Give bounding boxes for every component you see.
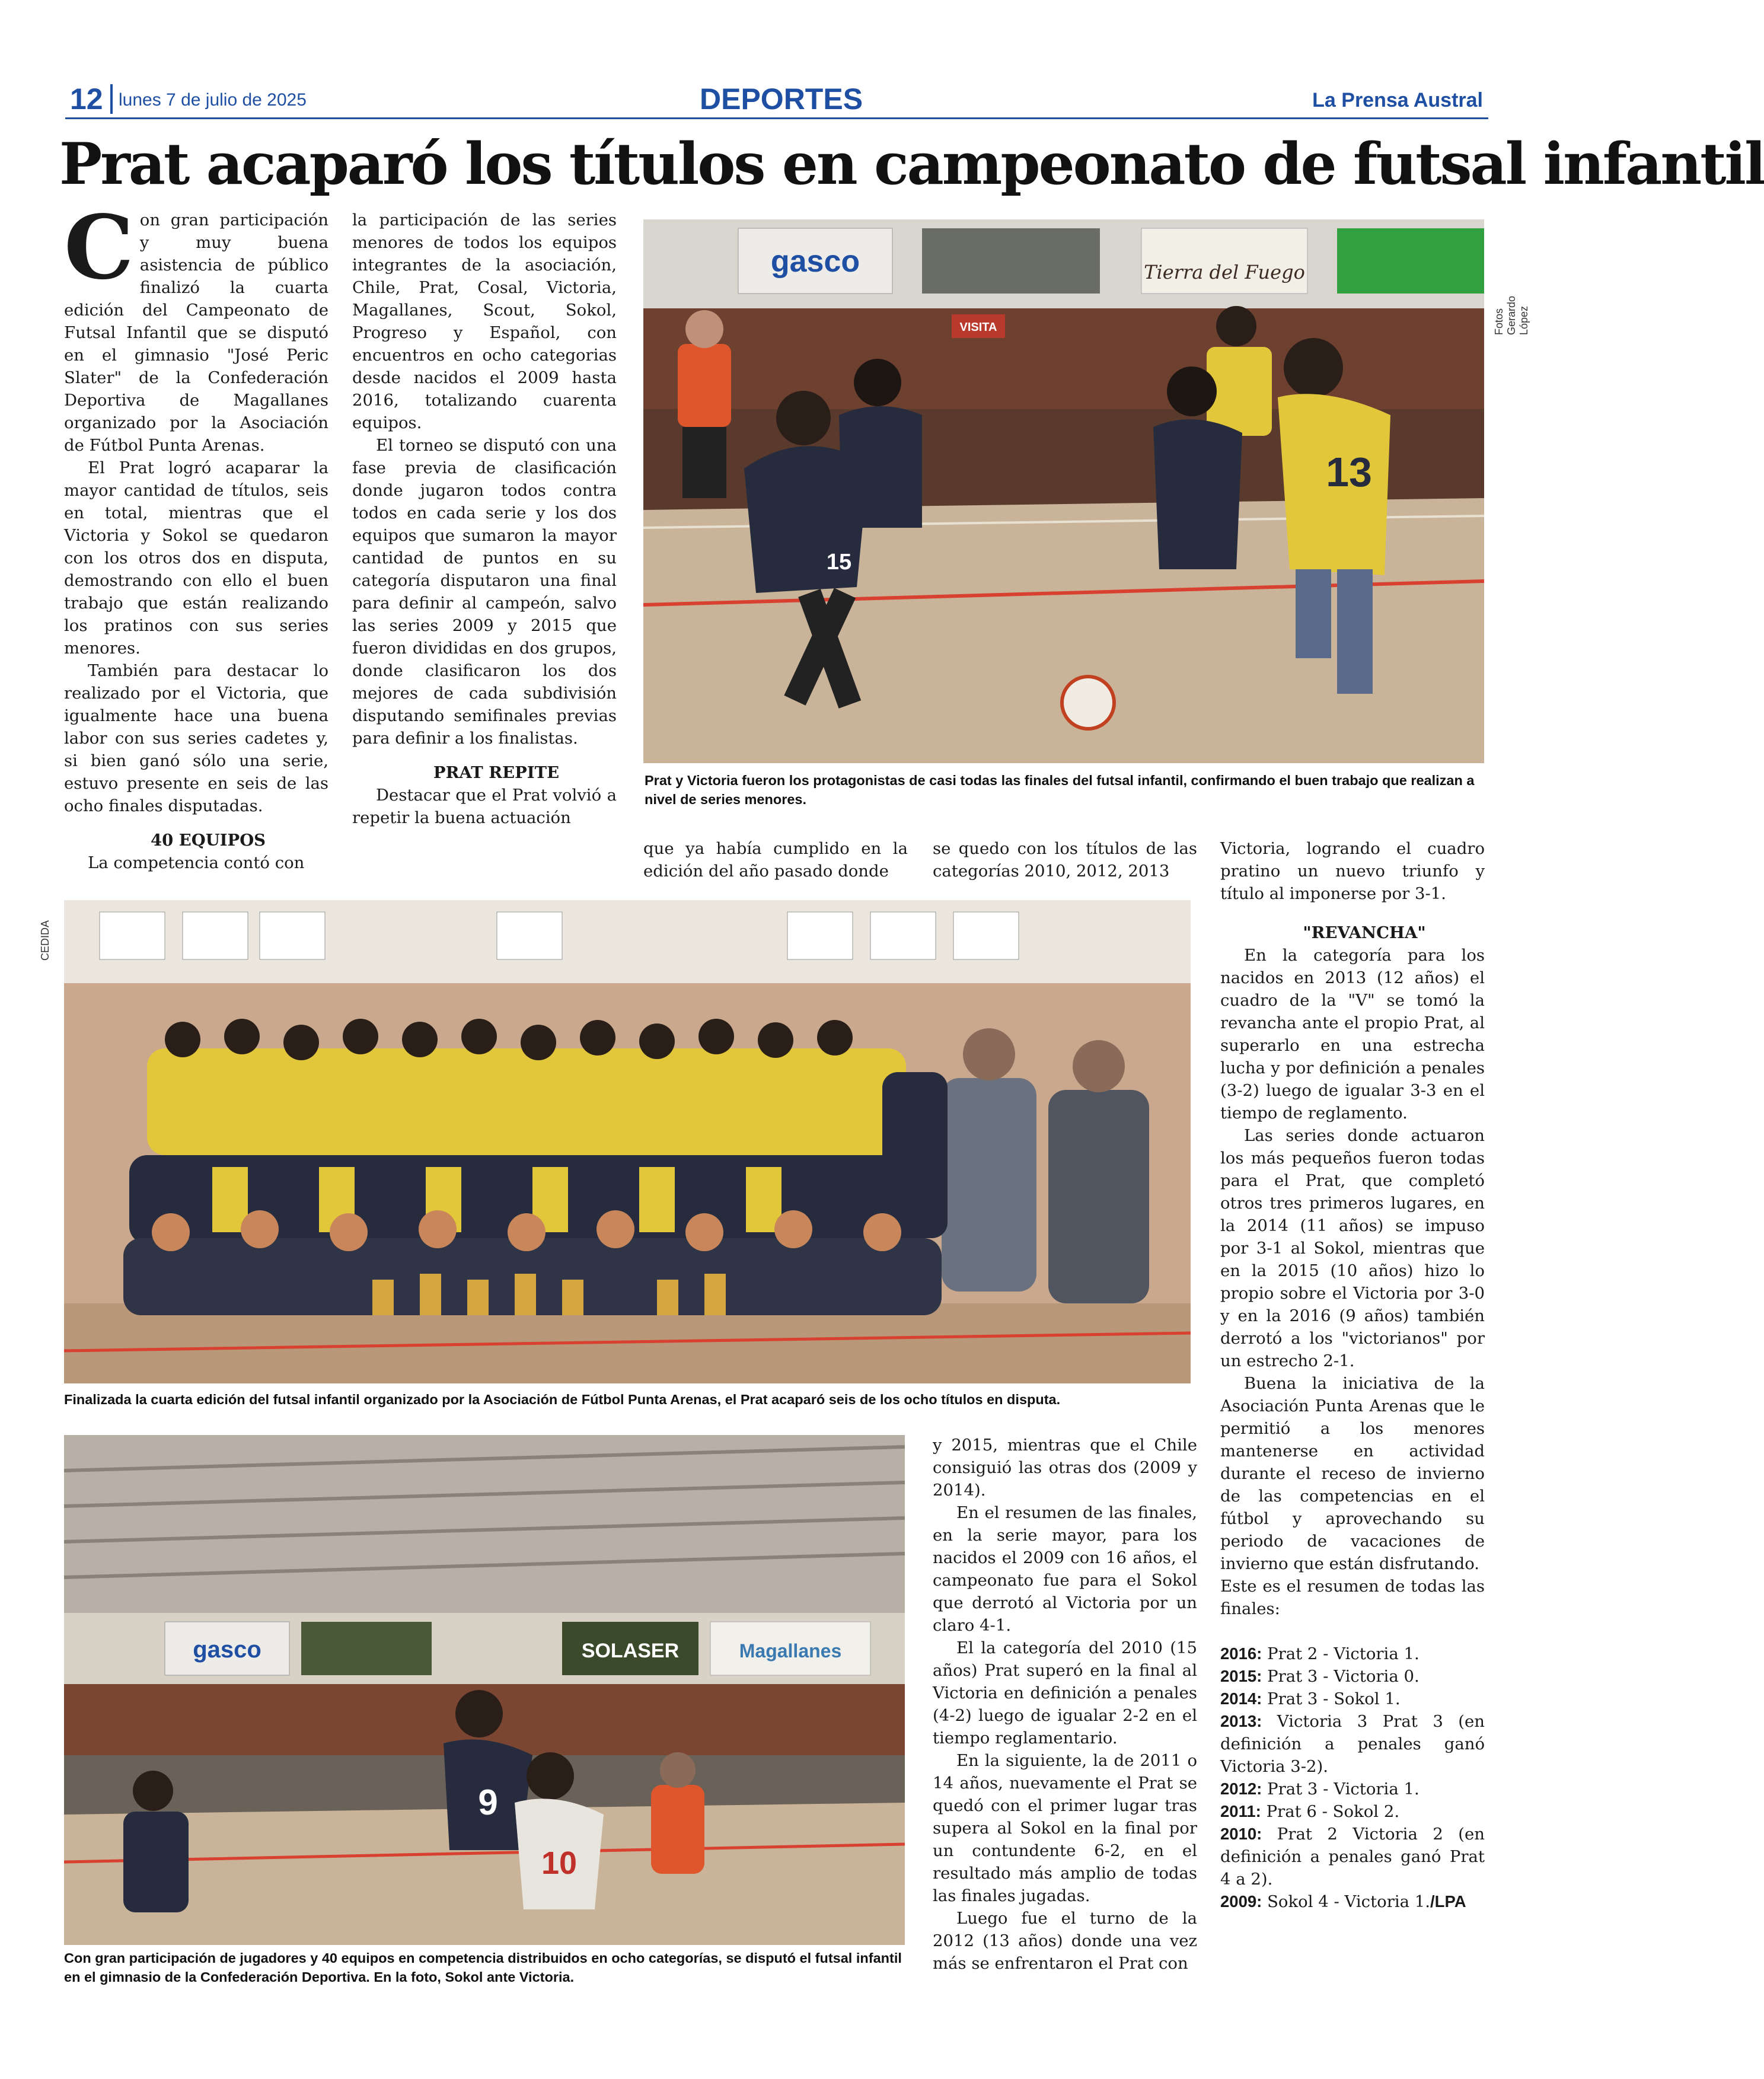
photo-caption: Con gran participación de jugadores y 40 equipos en competencia distribuidos en ocho categorías, se disputó el futsal infantil en el gimnasio de la Confederación Deportiva. En la foto, Sokol ante Victoria. (64, 1950, 902, 1985)
result-line (1220, 1643, 1485, 1665)
result-line (1220, 1688, 1485, 1710)
paragraph: La competencia contó con (88, 853, 305, 872)
paragraph: El Prat logró acaparar la mayor cantidad de títulos, seis en total, mientras que el Victoria y Sokol se quedaron con los otros dos en disputa, demostrando con ello el buen trabajo que están realizando los pratinos con sus series menores. (64, 458, 328, 658)
header-divider (110, 84, 113, 114)
result-score: Prat 3 - Victoria 1. (1262, 1780, 1420, 1799)
sponsor-sign: Tierra del Fuego (1144, 261, 1305, 283)
jersey-number: 13 (1326, 449, 1372, 495)
result-line (1220, 1800, 1485, 1823)
jersey-number: 9 (478, 1783, 498, 1822)
result-line (1220, 1710, 1485, 1778)
result-line (1220, 1823, 1485, 1890)
side-credit (39, 885, 52, 961)
photo-credit: Fotos Gerardo López (1493, 295, 1530, 335)
sponsor-sign: gasco (770, 244, 860, 279)
jersey-number: 15 (826, 550, 852, 575)
article-column-4 (933, 837, 1197, 882)
header-rule (65, 117, 1488, 119)
paragraph: Destacar que el Prat volvió a repetir la buena actuación (352, 786, 617, 827)
spacer (1220, 1620, 1485, 1643)
subheading: PRAT REPITE (433, 763, 560, 782)
result-year: 2011: (1220, 1802, 1261, 1820)
paragraph: También para destacar lo realizado por el Victoria, que igualmente hace una buena labor con sus series cadetes y, si bien ganó sólo una serie, estuvo presente en seis de las ocho finales disputadas. (64, 661, 328, 815)
result-year: 2016: (1220, 1644, 1262, 1663)
result-score: Prat 2 - Victoria 1. (1262, 1644, 1420, 1663)
paragraph: Luego fue el turno de la 2012 (13 años) donde una vez más se enfrentaron el Prat con (933, 1909, 1197, 1973)
page-number: 12 (70, 82, 103, 116)
headline: Prat acaparó los títulos en campeonato de futsal infantil (59, 130, 1764, 197)
paragraph: on gran participación y muy buena asistencia de público finalizó la cuarta edición del Campeonato de Futsal Infantil que se disputó en el gimnasio "José Peric Slater" de la Confederación Deportiva de Magallanes organizado por la Asociación de Fútbol Punta Arenas. (64, 211, 328, 455)
photo-team (64, 900, 1191, 1383)
article-column-4b (933, 1434, 1197, 1975)
result-year: 2012: (1220, 1780, 1262, 1798)
result-score: Victoria 3 Prat 3 (en definición a penales ganó Victoria 3-2). (1220, 1712, 1485, 1776)
signature: /LPA (1430, 1892, 1466, 1911)
article-column-5 (1220, 837, 1485, 1913)
result-score: Sokol 4 - Victoria 1. (1262, 1892, 1431, 1911)
sponsor-sign: Magallanes (739, 1640, 842, 1662)
paragraph: Victoria, logrando el cuadro pratino un nuevo triunfo y título al imponerse por 3-1. (1220, 839, 1485, 903)
sponsor-sign: VISITA (959, 321, 997, 334)
drop-cap: C (64, 196, 134, 299)
result-score: Prat 2 Victoria 2 (en definición a penales ganó Prat 4 a 2). (1220, 1825, 1485, 1889)
sponsor-sign: gasco (193, 1637, 261, 1663)
result-year: 2014: (1220, 1689, 1262, 1708)
article-column-2 (352, 209, 617, 829)
paragraph: Las series donde actuaron los más pequeños fueron todas para el Prat, que completó otros tres primeros lugares, en la 2014 (11 años) se impuso por 3-1 al Sokol, mientras que en la 2015 (10 años) hizo lo propio sobre el Victoria por 3-0 y en la 2016 (9 años) también derrotó a los "victorianos" por un estrecho 2-1. (1220, 1126, 1485, 1370)
paragraph: la participación de las series menores de todos los equipos integrantes de la asociación, Chile, Prat, Cosal, Victoria, Magallanes, Scout, Sokol, Progreso y Español, con encuentros en ocho categorias desde nacidos el 2009 hasta 2016, totalizando cuarenta equipos. (352, 211, 617, 432)
subheading: "REVANCHA" (1303, 923, 1426, 942)
result-score: Prat 6 - Sokol 2. (1261, 1802, 1400, 1821)
photo-caption: Finalizada la cuarta edición del futsal infantil organizado por la Asociación de Fútbol Punta Arenas, el Prat acaparó seis de los ocho títulos en disputa. (64, 1392, 1061, 1407)
paragraph: El torneo se disputó con una fase previa de clasificación donde jugaron todos contra todos en cada serie y los dos equipos que sumaron la mayor cantidad de puntos en su categoría disputaron una final para definir al campeón, salvo las series 2009 y 2015 que fueron divididas en dos grupos, donde clasificaron los dos mejores de cada subdivisión disputando semifinales previas para definir a los finalistas. (352, 436, 617, 748)
result-year: 2010: (1220, 1825, 1262, 1843)
result-score: Prat 3 - Victoria 0. (1262, 1667, 1420, 1686)
result-year: 2009: (1220, 1892, 1262, 1911)
article-column-1 (64, 196, 328, 874)
section-name: DEPORTES (700, 82, 863, 116)
result-line (1220, 1778, 1485, 1800)
photo-match-action (643, 219, 1484, 763)
sponsor-sign: SOLASER (581, 1640, 680, 1662)
result-line (1220, 1665, 1485, 1688)
side-credit-text: CEDIDA (39, 920, 51, 961)
photo-caption: Prat y Victoria fueron los protagonistas de casi todas las finales del futsal infantil, confirmando el buen trabajo que realizan a nivel de series menores. (645, 773, 1475, 807)
paragraph: El la categoría del 2010 (15 años) Prat superó en la final al Victoria en definición a penales (4-2) luego de igualar 2-2 en el tiempo reglamentario. (933, 1638, 1197, 1748)
newspaper-name: La Prensa Austral (1312, 89, 1483, 111)
result-line (1220, 1890, 1485, 1913)
jersey-number: 10 (541, 1845, 578, 1881)
paragraph: Este es el resumen de todas las finales: (1220, 1577, 1485, 1618)
issue-date: lunes 7 de julio de 2025 (119, 90, 307, 110)
photo-sokol-victoria (64, 1435, 905, 1945)
paragraph: Buena la iniciativa de la Asociación Punta Arenas que le permitió a los menores mantenerse en actividad durante el receso de invierno de las competencias en el fútbol y aprovechando su periodo de vacaciones de invierno que están disfrutando. (1220, 1374, 1485, 1573)
subheading: 40 EQUIPOS (150, 831, 266, 850)
result-year: 2013: (1220, 1712, 1262, 1730)
paragraph: y 2015, mientras que el Chile consiguió las otras dos (2009 y 2014). (933, 1436, 1197, 1500)
result-score: Prat 3 - Sokol 1. (1262, 1689, 1401, 1708)
result-year: 2015: (1220, 1667, 1262, 1685)
paragraph: se quedo con los títulos de las categorías 2010, 2012, 2013 (933, 839, 1197, 881)
paragraph: En la categoría para los nacidos en 2013 (12 años) el cuadro de la "V" se tomó la revancha ante el propio Prat, al superarlo en una estrecha lucha y por definición a penales (3-2) luego de igualar 3-3 en el tiempo de reglamento. (1220, 946, 1485, 1123)
paragraph: En el resumen de las finales, en la serie mayor, para los nacidos el 2009 con 16 años, el campeonato fue para el Sokol que derrotó al Victoria por un claro 4-1. (933, 1503, 1197, 1635)
paragraph: que ya había cumplido en la edición del año pasado donde (643, 839, 908, 881)
paragraph: En la siguiente, la de 2011 o 14 años, nuevamente el Prat se quedó con el primer lugar tras supera al Sokol en la final por un contundente 6-2, en el resultado más amplio de todas las finales jugadas. (933, 1751, 1197, 1905)
article-column-3 (643, 837, 908, 882)
